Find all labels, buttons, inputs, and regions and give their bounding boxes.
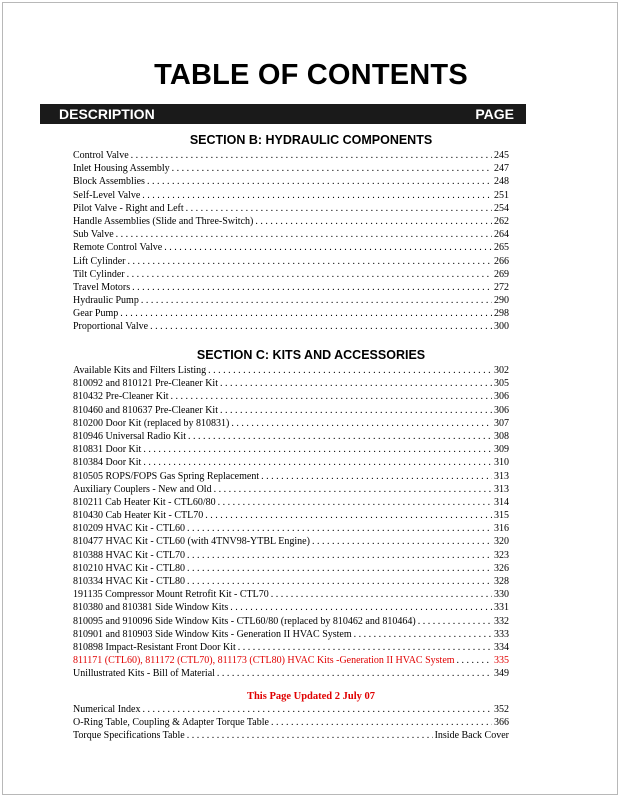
toc-entry-page: 300	[494, 321, 509, 333]
dot-leader	[164, 241, 492, 254]
dot-leader	[172, 162, 492, 175]
dot-leader	[127, 268, 492, 281]
dot-leader	[220, 377, 492, 390]
toc-entry-page: 298	[494, 308, 509, 320]
toc-entry-page: 265	[494, 242, 509, 254]
toc-entry-page: 334	[494, 641, 509, 653]
dot-leader	[457, 654, 492, 667]
dot-leader	[132, 281, 492, 294]
toc-entry[interactable]	[73, 228, 509, 241]
update-notice: This Page Updated 2 July 07	[246, 691, 376, 702]
toc-entry-page: 248	[494, 176, 509, 188]
toc-entry-label: 810384 Door Kit	[73, 457, 142, 469]
toc-entry-label: 191135 Compressor Mount Retrofit Kit - CTL70	[73, 589, 269, 601]
section-b-heading: SECTION B: HYDRAULIC COMPONENTS	[189, 133, 433, 147]
toc-entry[interactable]	[73, 667, 509, 680]
toc-entry[interactable]	[73, 535, 509, 548]
toc-entry[interactable]	[73, 509, 509, 522]
toc-entry-label: Self-Level Valve	[73, 189, 141, 201]
toc-entry-label: 810200 Door Kit (replaced by 810831)	[73, 417, 230, 429]
toc-entry-label: Inlet Housing Assembly	[73, 163, 170, 175]
toc-entry-label: O-Ring Table, Coupling & Adapter Torque Table	[73, 717, 269, 729]
toc-entry-label: Proportional Valve	[73, 321, 149, 333]
toc-entry-page: 330	[494, 589, 509, 601]
toc-entry[interactable]	[73, 575, 509, 588]
toc-entry[interactable]	[73, 255, 509, 268]
toc-entry[interactable]	[73, 149, 509, 162]
dot-leader	[128, 255, 493, 268]
dot-leader	[150, 320, 492, 333]
description-column-label: DESCRIPTION	[59, 106, 155, 122]
page-title: TABLE OF CONTENTS	[154, 59, 468, 91]
toc-entry[interactable]	[73, 202, 509, 215]
toc-entry-label: 810209 HVAC Kit - CTL60	[73, 523, 186, 535]
dot-leader	[214, 483, 492, 496]
toc-entry-label: Unillustrated Kits - Bill of Material	[73, 668, 215, 680]
toc-entry-page: 332	[494, 615, 509, 627]
toc-entry[interactable]	[73, 470, 509, 483]
toc-entry[interactable]	[73, 320, 509, 333]
toc-entry-page: 314	[494, 496, 509, 508]
toc-entry-page: 245	[494, 150, 509, 161]
toc-entry[interactable]	[73, 483, 509, 496]
toc-entry-label: Numerical Index	[73, 704, 141, 715]
toc-entry-label: 810505 ROPS/FOPS Gas Spring Replacement	[73, 470, 260, 482]
toc-entry[interactable]	[73, 241, 509, 254]
toc-entry[interactable]	[73, 268, 509, 281]
toc-entry-label: Block Assemblies	[73, 176, 145, 188]
toc-entry-label: 810380 and 810381 Side Window Kits	[73, 602, 229, 614]
toc-entry-label: Gear Pump	[73, 308, 119, 320]
dot-leader	[141, 294, 492, 307]
toc-entry-label: 810210 HVAC Kit - CTL80	[73, 562, 186, 574]
toc-entry-page: 333	[494, 628, 509, 640]
dot-leader	[208, 364, 492, 377]
dot-leader	[147, 175, 492, 188]
toc-entry-page: 262	[494, 215, 509, 227]
toc-entry-page: 269	[494, 268, 509, 280]
toc-entry-page: 352	[494, 704, 509, 715]
toc-entry[interactable]	[73, 390, 509, 403]
dot-leader	[143, 456, 492, 469]
toc-entry-page: 349	[494, 668, 509, 680]
toc-entry-page: 306	[494, 404, 509, 416]
toc-entry-page: 316	[494, 523, 509, 535]
toc-entry-label: 810388 HVAC Kit - CTL70	[73, 549, 186, 561]
dot-leader	[205, 509, 492, 522]
toc-entry-page: 247	[494, 163, 509, 175]
toc-entry-label: Auxiliary Couplers - New and Old	[73, 483, 212, 495]
toc-entry-page: 310	[494, 457, 509, 469]
toc-entry[interactable]	[73, 654, 509, 667]
dot-leader	[186, 202, 492, 215]
toc-entry-label: 810946 Universal Radio Kit	[73, 430, 187, 442]
toc-entry[interactable]	[73, 162, 509, 175]
dot-leader	[217, 667, 492, 680]
dot-leader	[187, 562, 492, 575]
toc-entry[interactable]	[73, 430, 509, 443]
toc-entry[interactable]	[73, 522, 509, 535]
dot-leader	[230, 601, 492, 614]
toc-entry-label: Handle Assemblies (Slide and Three-Switch)	[73, 215, 254, 227]
toc-entry-label: 810901 and 810903 Side Window Kits - Generation II HVAC System	[73, 628, 352, 640]
toc-entry-page: 323	[494, 549, 509, 561]
toc-entry-label: 810898 Impact-Resistant Front Door Kit	[73, 641, 236, 653]
dot-leader	[187, 522, 492, 535]
dot-leader	[171, 390, 492, 403]
dot-leader	[238, 641, 492, 654]
toc-entry-page: 313	[494, 483, 509, 495]
dot-leader	[187, 549, 492, 562]
toc-entry[interactable]	[73, 417, 509, 430]
dot-leader	[218, 496, 492, 509]
dot-leader	[231, 417, 492, 430]
toc-entry-page: 272	[494, 281, 509, 293]
dot-leader	[187, 729, 433, 742]
toc-entry-page: 305	[494, 378, 509, 390]
toc-entry[interactable]	[73, 601, 509, 614]
toc-entry-label: Sub Valve	[73, 229, 114, 241]
toc-entry-label: 810432 Pre-Cleaner Kit	[73, 391, 169, 403]
toc-entry-label: Pilot Valve - Right and Left	[73, 202, 184, 214]
dot-leader	[271, 716, 492, 729]
toc-entry-label: Travel Motors	[73, 281, 131, 293]
dot-leader	[131, 149, 492, 162]
toc-entry-page: 264	[494, 229, 509, 241]
dot-leader	[120, 307, 492, 320]
toc-entry-label: 810095 and 910096 Side Window Kits - CTL60/80 (replaced by 810462 and 810464)	[73, 615, 416, 627]
toc-entry-label: 810430 Cab Heater Kit - CTL70	[73, 510, 204, 522]
dot-leader	[188, 430, 492, 443]
toc-entry[interactable]	[73, 615, 509, 628]
toc-entry[interactable]	[73, 628, 509, 641]
toc-entry-page: 320	[494, 536, 509, 548]
toc-entry[interactable]	[73, 189, 509, 202]
toc-entry-label: 811171 (CTL60), 811172 (CTL70), 811173 (CTL80) HVAC Kits -Generation II HVAC System	[73, 655, 455, 667]
toc-entry[interactable]	[73, 175, 509, 188]
section-b-toc	[73, 149, 509, 334]
dot-leader	[271, 588, 492, 601]
page-column-label: PAGE	[475, 106, 514, 122]
toc-entry-page: 315	[494, 510, 509, 522]
toc-entry[interactable]	[73, 294, 509, 307]
toc-entry-label: 810334 HVAC Kit - CTL80	[73, 576, 186, 587]
toc-entry-label: 810831 Door Kit	[73, 444, 142, 456]
toc-entry-page: 328	[494, 576, 509, 587]
dot-leader	[187, 575, 492, 588]
toc-entry-page: 302	[494, 365, 509, 376]
dot-leader	[261, 470, 492, 483]
toc-entry-page: 313	[494, 470, 509, 482]
toc-entry-label: Remote Control Valve	[73, 242, 163, 254]
toc-entry[interactable]	[73, 404, 509, 417]
toc-entry[interactable]	[73, 364, 509, 377]
toc-entry-page: Inside Back Cover	[434, 730, 509, 742]
toc-entry-page: 308	[494, 430, 509, 442]
dot-leader	[220, 404, 492, 417]
toc-entry-label: 810477 HVAC Kit - CTL60 (with 4TNV98-YTBL Engine)	[73, 536, 310, 548]
toc-entry[interactable]	[73, 443, 509, 456]
column-header-bar	[40, 104, 526, 124]
toc-entry[interactable]	[73, 641, 509, 654]
toc-entry-page: 326	[494, 562, 509, 574]
toc-entry[interactable]	[73, 281, 509, 294]
dot-leader	[142, 189, 492, 202]
toc-entry[interactable]	[73, 729, 509, 742]
dot-leader	[143, 443, 492, 456]
back-matter-toc	[73, 703, 509, 743]
toc-entry-page: 266	[494, 255, 509, 267]
toc-entry-page: 306	[494, 391, 509, 403]
dot-leader	[116, 228, 492, 241]
toc-entry-label: Lift Cylinder	[73, 255, 126, 267]
toc-entry-label: Available Kits and Filters Listing	[73, 365, 207, 376]
section-c-toc	[73, 364, 509, 681]
dot-leader	[142, 703, 492, 716]
toc-entry[interactable]	[73, 703, 509, 716]
toc-entry-label: 810460 and 810637 Pre-Cleaner Kit	[73, 404, 218, 416]
toc-entry-page: 254	[494, 202, 509, 214]
toc-entry-page: 251	[494, 189, 509, 201]
section-c-heading: SECTION C: KITS AND ACCESSORIES	[196, 348, 426, 362]
toc-entry[interactable]	[73, 215, 509, 228]
toc-entry-page: 366	[494, 717, 509, 729]
toc-entry-label: 810211 Cab Heater Kit - CTL60/80	[73, 496, 216, 508]
toc-entry-label: Tilt Cylinder	[73, 268, 125, 280]
toc-entry[interactable]	[73, 496, 509, 509]
toc-entry[interactable]	[73, 307, 509, 320]
toc-entry-label: Control Valve	[73, 150, 129, 161]
toc-entry-label: Torque Specifications Table	[73, 730, 185, 742]
toc-entry[interactable]	[73, 588, 509, 601]
toc-entry[interactable]	[73, 377, 509, 390]
toc-entry[interactable]	[73, 562, 509, 575]
toc-entry[interactable]	[73, 716, 509, 729]
toc-entry[interactable]	[73, 549, 509, 562]
toc-entry-page: 307	[494, 417, 509, 429]
toc-entry-page: 335	[494, 655, 509, 667]
toc-entry[interactable]	[73, 456, 509, 469]
toc-entry-page: 331	[494, 602, 509, 614]
dot-leader	[354, 628, 492, 641]
dot-leader	[418, 615, 492, 628]
dot-leader	[312, 535, 492, 548]
dot-leader	[255, 215, 492, 228]
toc-entry-page: 290	[494, 295, 509, 307]
toc-entry-page: 309	[494, 444, 509, 456]
toc-entry-label: Hydraulic Pump	[73, 295, 139, 307]
toc-entry-label: 810092 and 810121 Pre-Cleaner Kit	[73, 378, 218, 390]
